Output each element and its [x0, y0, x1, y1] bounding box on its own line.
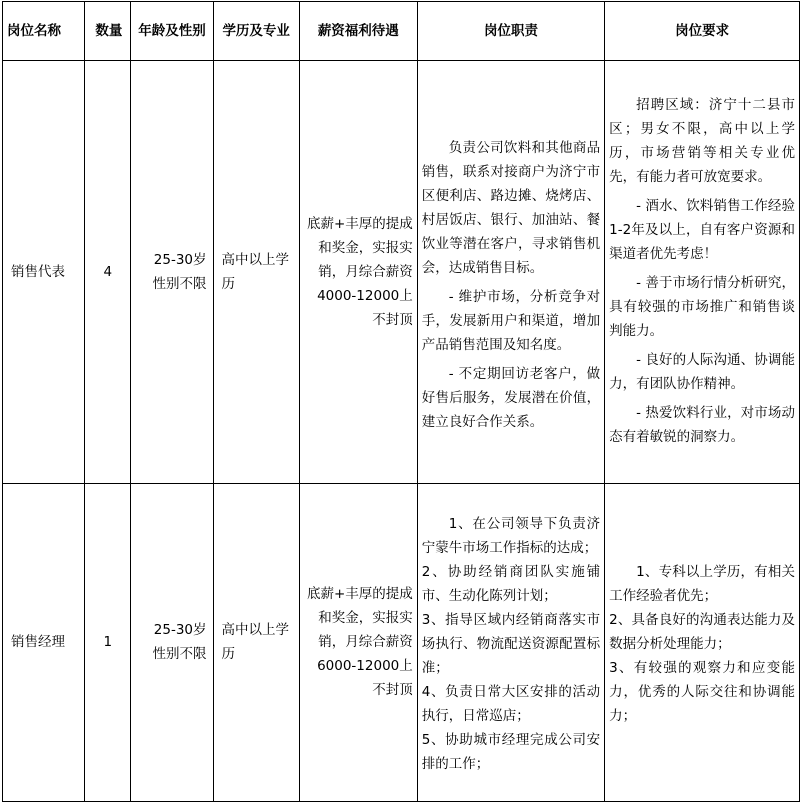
requirement-item: - 热爱饮料行业，对市场动态有着敏锐的洞察力。 — [609, 405, 795, 446]
duty-item: 4、负责日常大区安排的活动执行，日常巡店； — [421, 684, 601, 725]
header-requirements: 岗位要求 — [605, 2, 800, 61]
education-cell: 高中以上学历 — [213, 483, 299, 801]
requirement-item: 2、具备良好的沟通表达能力及数据分析处理能力； — [609, 612, 795, 653]
header-position: 岗位名称 — [3, 2, 85, 61]
table-row — [3, 483, 800, 801]
pay-cell: 底薪+丰厚的提成和奖金，实报实销，月综合薪资4000-12000上不封顶 — [299, 61, 417, 484]
age-gender-cell — [131, 61, 213, 484]
gender-text: 性别不限 — [152, 646, 207, 663]
gender-text: 性别不限 — [152, 275, 207, 292]
duty-item: - 不定期回访老客户，做好售后服务，发展潜在价值，建立良好合作关系。 — [421, 366, 601, 431]
duty-item: 1、在公司领导下负责济宁蒙牛市场工作指标的达成； — [421, 516, 601, 557]
duty-item: - 维护市场，分析竞争对手，发展新用户和渠道，增加产品销售范围及知名度。 — [421, 289, 601, 354]
position-cell: 销售代表 — [3, 61, 85, 484]
count-cell: 1 — [85, 483, 131, 801]
age-text: 25-30岁 — [153, 622, 207, 639]
duty-item: 2、协助经销商团队实施铺市、生动化陈列计划； — [421, 564, 601, 605]
requirement-item: - 良好的人际沟通、协调能力，有团队协作精神。 — [609, 352, 795, 393]
requirement-item: - 善于市场行情分析研究，具有较强的市场推广和销售谈判能力。 — [609, 275, 795, 340]
requirement-item: 招聘区域：济宁十二县市区；男女不限，高中以上学历，市场营销等相关专业优先，有能力者可放宽要求。 — [609, 97, 795, 186]
requirement-item: 3、有较强的观察力和应变能力，优秀的人际交往和协调能力； — [609, 660, 795, 725]
position-cell: 销售经理 — [3, 483, 85, 801]
requirements-cell — [605, 61, 800, 484]
duties-cell — [417, 483, 604, 801]
duty-item: 5、协助城市经理完成公司安排的工作； — [421, 732, 601, 773]
requirement-item: 1、专科以上学历，有相关工作经验者优先； — [609, 564, 795, 605]
duties-cell — [417, 61, 604, 484]
pay-cell: 底薪+丰厚的提成和奖金，实报实销，月综合薪资6000-12000上不封顶 — [299, 483, 417, 801]
header-count: 数量 — [85, 2, 131, 61]
header-duties: 岗位职责 — [417, 2, 604, 61]
header-pay: 薪资福利待遇 — [299, 2, 417, 61]
education-cell: 高中以上学历 — [213, 61, 299, 484]
duty-item: 负责公司饮料和其他商品销售，联系对接商户为济宁市区便利店、路边摊、烧烤店、村居饭店、银行、加油站、餐饮业等潜在客户，寻求销售机会，达成销售目标。 — [421, 140, 601, 277]
age-gender-cell — [131, 483, 213, 801]
header-row — [3, 2, 800, 61]
table-row — [3, 61, 800, 484]
requirements-cell — [605, 483, 800, 801]
requirement-item: - 酒水、饮料销售工作经验1-2年及以上，自有客户资源和渠道者优先考虑！ — [609, 198, 795, 263]
header-education: 学历及专业 — [213, 2, 299, 61]
age-text: 25-30岁 — [153, 251, 207, 268]
duty-item: 3、指导区域内经销商落实市场执行、物流配送资源配置标准； — [421, 612, 601, 677]
header-age-gender: 年龄及性别 — [131, 2, 213, 61]
job-table — [2, 1, 800, 802]
count-cell: 4 — [85, 61, 131, 484]
